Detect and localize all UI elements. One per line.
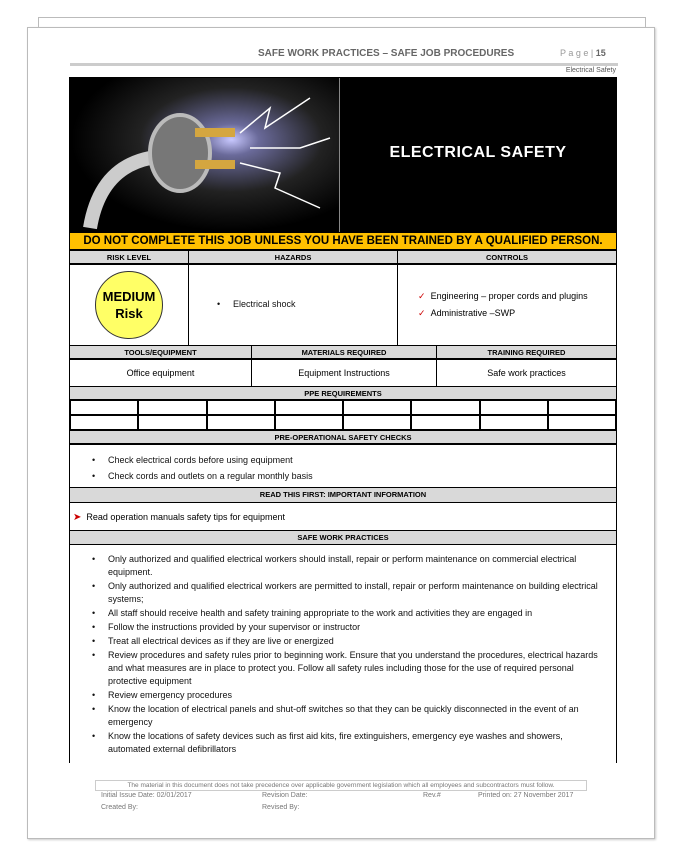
read-first-cell xyxy=(69,502,617,531)
ppe-cell xyxy=(480,400,548,415)
ppe-cell xyxy=(207,400,275,415)
tools-value: Office equipment xyxy=(69,358,252,387)
printed-date: Printed on: 27 November 2017 xyxy=(478,792,574,799)
control-text: Engineering – proper cords and plugins xyxy=(430,290,588,301)
read-first-item: Read operation manuals safety tips for equipment xyxy=(86,512,286,522)
page-label: P a g e xyxy=(560,48,589,58)
hazard-item: • Electrical shock xyxy=(211,298,296,311)
ppe-cell xyxy=(480,415,548,430)
banner-title: ELECTRICAL SAFETY xyxy=(389,144,567,161)
check-icon: ✓ xyxy=(418,307,426,318)
read-first-header: READ THIS FIRST: IMPORTANT INFORMATION xyxy=(69,487,617,503)
swp-item: • Only authorized and qualified electrical workers should install, repair or perform maintenance on commercial electrical equipment. xyxy=(86,553,602,579)
materials-header: MATERIALS REQUIRED xyxy=(251,345,437,360)
swp-item: • Review emergency procedures xyxy=(86,689,602,702)
header-title: SAFE WORK PRACTICES – SAFE JOB PROCEDURES xyxy=(258,48,515,59)
revised-by: Revised By: xyxy=(262,804,300,811)
ppe-cell xyxy=(275,415,343,430)
section-label: Electrical Safety xyxy=(565,67,616,74)
ppe-cell xyxy=(411,415,479,430)
revision-number: Rev.# xyxy=(423,792,441,799)
controls-header: CONTROLS xyxy=(397,250,617,265)
page-number: P a g e | 15 xyxy=(560,48,606,58)
swp-item: • Know the location of electrical panels and shut-off switches so that they can be quickly disconnected in the event of an emergency xyxy=(86,703,602,729)
swp-item: • Know the locations of safety devices such as first aid kits, fire extinguishers, emergency eye washes and showers, automated external defibrillators xyxy=(86,730,602,756)
controls-cell xyxy=(397,263,617,346)
ppe-header: PPE REQUIREMENTS xyxy=(69,386,617,401)
ppe-cell xyxy=(343,415,411,430)
ppe-cell xyxy=(343,400,411,415)
hazards-header: HAZARDS xyxy=(188,250,398,265)
footer-disclaimer: The material in this document does not take precedence over applicable government legislation which all employees and subcontractors must follow. xyxy=(95,780,587,791)
tools-header: TOOLS/EQUIPMENT xyxy=(69,345,252,360)
control-item xyxy=(398,305,515,322)
ppe-cell xyxy=(70,400,138,415)
arrow-icon: ➤ xyxy=(73,512,82,523)
ppe-cell xyxy=(138,415,206,430)
preop-header: PRE-OPERATIONAL SAFETY CHECKS xyxy=(69,430,617,445)
risk-suffix: Risk xyxy=(115,305,143,321)
swp-cell xyxy=(69,544,617,763)
training-header: TRAINING REQUIRED xyxy=(436,345,617,360)
swp-item: • Only authorized and qualified electrical workers are permitted to install, repair or perform maintenance on building electrical systems; xyxy=(86,580,602,606)
initial-issue-date: Initial Issue Date: 02/01/2017 xyxy=(101,792,192,799)
swp-item: • Follow the instructions provided by your supervisor or instructor xyxy=(86,621,602,634)
ppe-cell xyxy=(548,400,616,415)
ppe-cell xyxy=(138,400,206,415)
hazards-cell xyxy=(188,263,398,346)
swp-item: • Treat all electrical devices as if they are live or energized xyxy=(86,635,602,648)
ppe-cell xyxy=(70,415,138,430)
revision-date: Revision Date: xyxy=(262,792,308,799)
created-by: Created By: xyxy=(101,804,138,811)
risk-cell xyxy=(69,263,189,346)
control-item xyxy=(398,288,588,305)
control-text: Administrative –SWP xyxy=(430,307,516,318)
risk-header: RISK LEVEL xyxy=(69,250,189,265)
risk-level: MEDIUM xyxy=(102,288,156,304)
swp-header: SAFE WORK PRACTICES xyxy=(69,530,617,545)
materials-value: Equipment Instructions xyxy=(251,358,437,387)
risk-badge xyxy=(95,271,163,339)
swp-item: • Review procedures and safety rules prior to beginning work. Ensure that you understand the procedures, electrical hazards and what measures are in place to protect you. Follow all safety rules including those for the use of required personal protective equipment xyxy=(86,649,602,688)
plug-image xyxy=(70,78,339,232)
preop-item: • Check electrical cords before using equipment xyxy=(86,452,616,468)
electric-plug-icon xyxy=(70,78,339,232)
preop-cell xyxy=(69,443,617,488)
swp-item: • All staff should receive health and safety training appropriate to the work and activities they are engaged in xyxy=(86,607,602,620)
ppe-grid xyxy=(69,399,617,431)
ppe-cell xyxy=(411,400,479,415)
preop-item: • Check cords and outlets on a regular monthly basis xyxy=(86,468,616,484)
training-value: Safe work practices xyxy=(436,358,617,387)
ppe-cell xyxy=(548,415,616,430)
check-icon: ✓ xyxy=(418,290,426,301)
ppe-cell xyxy=(207,415,275,430)
training-warning: DO NOT COMPLETE THIS JOB UNLESS YOU HAVE BEEN TRAINED BY A QUALIFIED PERSON. xyxy=(69,232,617,250)
banner xyxy=(69,77,617,233)
header-divider xyxy=(70,63,618,66)
ppe-cell xyxy=(275,400,343,415)
page-num: 15 xyxy=(595,48,606,58)
